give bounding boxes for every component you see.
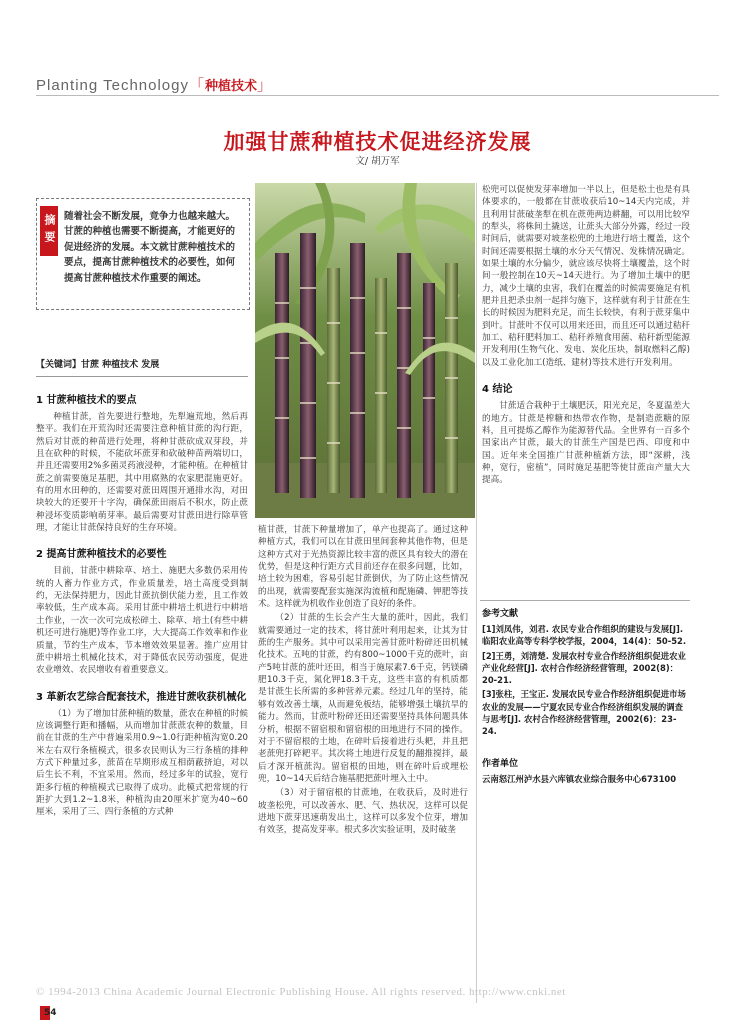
references-heading: 参考文献 [482,609,519,619]
header-chinese: 种植技术 [205,79,258,94]
header-bracket-open: 「 [189,77,206,94]
header-english: Planting Technology [36,77,189,94]
reference-item: [1]刘凤伟，刘君. 农民专业合作组织的建设与发展[J]. 临阳农业高等专科学校学报，2004，14(4)：50-52. [482,624,687,647]
middle-column [258,524,468,837]
running-header [36,74,273,95]
reference-item: [2]王勇，刘清楚. 发展农村专业合作经济组织促进农业产业化经营[J]. 农村合作经济经营管理，2002(8)：20-21. [482,650,686,686]
section-heading-3: 3 革新农艺综合配套技术，推进甘蔗收获机械化 [36,691,247,703]
header-bracket-close: 」 [257,77,274,94]
section-paragraph-3: （1）为了增加甘蔗种植的数量，蔗农在种植的时候应该调整行距和播幅，从而增加甘蔗蔗农种的数量，目前在甘蔗的生产中普遍采用0.9~1.0行距种植沟宽0.20米左右双行条植模式，很多农民则认为三行条植的排种方式下种量过多，蔗苗在早期形成互相荫蔽挤迫，对以后生长不利，不宜采用。然而，经过多年的试验，宽行距多行植的种植模式已取得了成功。此模式把常规的行距扩大到1.2~1.8米，种植沟由20厘米扩宽为40~60厘米，采用了三、四行条植的方式种 [36,708,248,818]
header-rule [36,95,719,96]
conclusion-text: 甘蔗适合栽种于土壤肥沃，阳光充足，冬夏温差大的地方。甘蔗是榨糖和热带农作物，是制造蔗糖的原料，且可提炼乙醇作为能源替代品。全世界有一百多个国家出产甘蔗，最大的甘蔗生产国是巴西、印度和中国。近年来全国推广甘蔗种植新方法，即“深耕，浅种，宽行，密植”，同时施足基肥等使甘蔗亩产量大大提高。 [482,401,690,486]
copyright-footer: © 1994-2013 China Academic Journal Electronic Publishing House. All rights reserved. http://www.cnki.net [36,986,566,998]
abstract-text: 随着社会不断发展，竞争力也越来越大。甘蔗的种植也需要不断提高，才能更好的促进经济的发展。本文就甘蔗种植技术的要点，提高甘蔗种植技术的必要性，如何提高甘蔗种植技术作重要的阐述。 [64,211,236,284]
middle-paragraph-1: 植甘蔗，甘蔗下种量增加了，单产也提高了。通过这种种植方式，我们可以在甘蔗田里间套种其他作物，但是这种方式对于光热资源比较丰富的蔗区具有较大的潜在优势，但是这种行距方式目前还存在很多问题，比如，培土较为困难，容易引起甘蔗倒伏，为了防止这些情况的出现，就需要配套实施深沟流植和配施磷、钾肥等技术。这样就为机收作业创造了良好的条件。 [258,525,468,610]
article-author: 文/ 胡万军 [355,156,400,167]
section-heading-2: 2 提高甘蔗种植技术的必要性 [36,549,167,561]
author-unit-text: 云南怒江州泸水县六库镇农业综合服务中心673100 [482,773,677,784]
references-rule [480,600,690,601]
section-heading-1: 1 甘蔗种植技术的要点 [36,395,137,406]
column-divider [476,183,477,1003]
right-paragraph-1: 松兜可以促使发芽率增加一半以上，但是松土也是有具体要求的，一般都在甘蔗收获后10~14天内完成，并且利用甘蔗破垄犁在机在蔗蔸两边耕翻，可以用比较窄的犁头，将株间土撬送，让蔗头大部分外露，经过一段时间后，就需要对坡垄松兜的土地进行培土覆盖，这个时间还需要根据土壤的水分天气情况、发株情况确定。如果土壤的水分偏少，就应该尽快将土壤覆盖，这个时间一般控制在10天~14天进行。为了增加土壤中的肥力，减少土壤的虫害，我们在覆盖的时候需要施足有机肥并且把杀虫剂一起拌匀施下，这样就有利于甘蔗在生长的时候因为肥料充足，而生长较快，有利于蔗芽集中到叶。甘蔗叶不仅可以用来还田，而且还可以通过秸秆加工、秸秆肥料加工、秸秆养殖食用菌、秸秆新型能源开发利用(生物气化、发电、炭化压块，制取燃料乙醇)以及工业化加工(造纸、建材)等技术进行开发利用。 [482,185,690,368]
abstract-tag: 摘要 [40,206,58,256]
references [482,606,690,785]
page-number: 54 [44,1008,57,1018]
right-column [482,184,690,487]
keywords: 【关键词】甘蔗 种植技术 发展 [36,360,160,370]
section-paragraph-1: 种植甘蔗，首先要进行整地，先犁遍荒地，然后再整平。我们在开荒沟时还需要注意种植甘蔗的沟行距，然后对甘蔗的种苗进行处理，将种甘蔗砍成双芽段，并且在砍种的时候，不能砍坏蔗芽和砍破种苗两端切口，并且还需要用2%多菌灵药液浸种，才能种植。在种植甘蔗之前需要施足基肥，其中用腐熟的农家肥混施更好。有的用水田种的，还需要对蔗田周围开通排水沟，对田块较大的还要开十字沟，确保蔗田雨后不积水，防止蔗种浸坏变质影响萌芽率。最后需要对甘蔗田进行除草管理，才能让甘蔗保持良好的生存环境。 [36,412,248,534]
sugarcane-photo [255,183,475,518]
keywords-rule [36,376,248,377]
middle-paragraph-2: （2）甘蔗的生长会产生大量的蔗叶，因此，我们就需要通过一定的技术，将甘蔗叶利用起来，让其为甘蔗的生产服务。其中可以采用完善甘蔗叶粉碎还田机械化技术。五吨的甘蔗，约有800~1000千克的蔗叶，亩产5吨甘蔗的蔗叶还田，相当于施尿素7.6千克，钙镁磷肥10.3千克，氮化钾18.3千克，这些丰富的有机质都是甘蔗生长所需的多种营养元素。经过几年的坚持，能够有效改善土壤，从而避免板结，能够增强土壤抗旱的能力。然而，甘蔗叶粉碎还田还需要坚持具体问题具体分析，根据不留宿根和留宿根的田地进行不同的操作。对于不留宿根的土地，在碎叶后接着进行头耙，并且把老蔗兜打碎耙平。其次将土地进行反复的翻推搅拌，最后才深开植蔗沟。留宿根的田地，则在碎叶后或埋松兜，10~14天后结合施基肥把蔗叶埋入土中。 [258,613,468,784]
left-column [36,394,248,819]
section-paragraph-2: 目前，甘蔗中耕除草、培土、施肥大多数仍采用传统的人畜力作业方式，作业质量差，培土高度受到制约，无法保持肥力，因此甘蔗抗倒伏能力差，且工作效率较低，生产成本高。采用甘蔗中耕培土机进行中耕培土作业，一次一次可完成松碎土、除草、培土(有些中耕机还可进行施肥)等作业工序，大大提高工作效率和作业质量，节约生产成本，节本增效效果显著。推广应用甘蔗中耕培土机械化技术，对于降低农民劳动强度，促进农业增效、农民增收有着重要意义。 [36,566,248,676]
middle-paragraph-3: （3）对于留宿根的甘蔗地，在收获后，及时进行坡垄松兜，可以改善水、肥、气、热状况，这样可以促进地下蔗芽迅速萌发出土，这样可以多发个位芽，增加有效茎，提高发芽率。根式多次实验证明，及时破垄 [258,788,468,836]
reference-item: [3]张柱，王宝正. 发展农民专业合作经济组织促进市场农业的发展——宁夏农民专业合作经济组织发展的调查与思考[J]. 农村合作经济经营管理，2002(6)：23-24. [482,689,686,737]
article-title: 加强甘蔗种植技术促进经济发展 [223,130,532,154]
conclusion-heading: 4 结论 [482,384,513,396]
author-unit-heading: 作者单位 [482,758,519,769]
